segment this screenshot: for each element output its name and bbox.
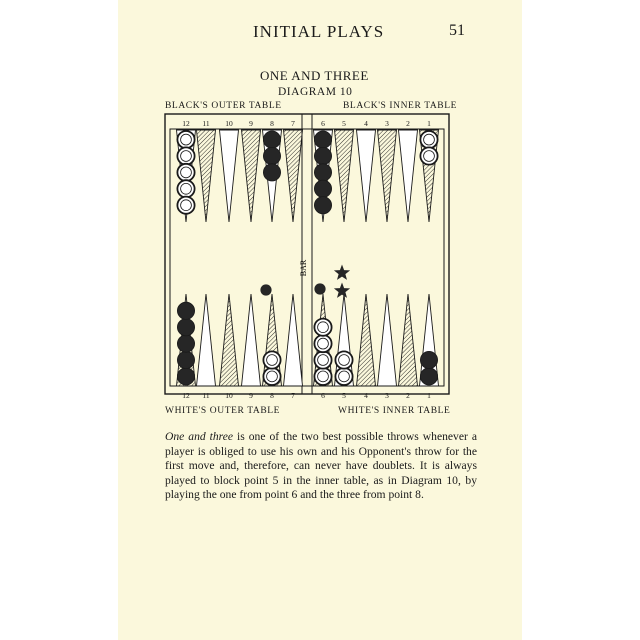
bottom-point-triangle [378,294,397,386]
top-point-triangle [357,130,376,222]
bottom-point-number: 6 [321,391,325,400]
black-checker [314,180,331,197]
black-checker [263,131,280,148]
bottom-point-number: 4 [364,391,368,400]
top-point-triangle [284,130,303,222]
black-checker [177,368,194,385]
black-checker [177,335,194,352]
bottom-point-number: 5 [342,391,346,400]
top-point-number: 3 [385,119,389,128]
board-points [177,130,439,386]
section-title: ONE AND THREE [260,68,369,83]
white-inner-table-label: WHITE'S INNER TABLE [338,406,451,416]
black-checker [177,351,194,368]
bottom-point-number: 12 [182,391,190,400]
top-point-number: 10 [225,119,233,128]
top-point-number: 6 [321,119,325,128]
white-checker [314,351,331,368]
white-checker [177,180,194,197]
top-point-number: 2 [406,119,410,128]
top-point-triangle [220,130,239,222]
white-checker [335,351,352,368]
body-italic-lead: One and three [165,430,234,443]
bottom-point-number: 3 [385,391,389,400]
running-head: INITIAL PLAYS [253,22,385,41]
bottom-point-triangle [399,294,418,386]
diagram-caption: DIAGRAM 10 [278,86,353,98]
black-checker [263,164,280,181]
board-checkers [177,131,437,385]
bottom-point-number: 11 [202,391,210,400]
bottom-point-number: 8 [270,391,274,400]
top-point-triangle [378,130,397,222]
bottom-point-triangle [284,294,303,386]
body-text-rest: is one of the two best possible throws whenever a player is obliged to use his own and his Opponent's throw for the first move and, therefore, can never have doublets. It is always played to block point 5 in the inner table, as in Diagram 10, by playing the one from point 6 and the three from point 8. [165,430,477,502]
top-point-number: 5 [342,119,346,128]
white-checker [177,197,194,214]
top-point-number: 12 [182,119,190,128]
bottom-point-number: 9 [249,391,253,400]
black-checker [420,351,437,368]
body-paragraph [165,430,477,503]
top-point-number: 11 [202,119,210,128]
bottom-point-number: 2 [406,391,410,400]
black-inner-table-label: BLACK'S INNER TABLE [343,101,458,111]
bottom-point-numbers [182,391,431,400]
white-checker [420,147,437,164]
top-point-number: 8 [270,119,274,128]
black-outer-table-label: BLACK'S OUTER TABLE [165,101,282,111]
white-checker [177,164,194,181]
black-checker [263,147,280,164]
bar-label: BAR [299,259,308,277]
black-checker [314,131,331,148]
white-checker [263,368,280,385]
top-point-number: 1 [427,119,431,128]
top-point-triangle [242,130,261,222]
black-checker [314,197,331,214]
move-star-marker [334,265,350,280]
top-point-number: 7 [291,119,295,128]
top-point-number: 4 [364,119,368,128]
black-checker [420,368,437,385]
top-point-triangle [197,130,216,222]
white-checker [177,147,194,164]
move-dot-marker [314,283,325,294]
bottom-point-triangle [220,294,239,386]
black-checker [177,319,194,336]
white-checker [314,319,331,336]
top-point-triangle [399,130,418,222]
white-checker [314,368,331,385]
move-dot-marker [260,284,271,295]
bottom-point-triangle [197,294,216,386]
white-checker [314,335,331,352]
top-point-number: 9 [249,119,253,128]
black-checker [314,147,331,164]
top-point-triangle [335,130,354,222]
white-outer-table-label: WHITE'S OUTER TABLE [165,406,281,416]
bottom-point-number: 7 [291,391,295,400]
white-checker [335,368,352,385]
black-checker [177,302,194,319]
white-checker [420,131,437,148]
top-point-numbers [182,119,431,128]
bottom-point-triangle [242,294,261,386]
black-checker [314,164,331,181]
white-checker [177,131,194,148]
bottom-point-number: 1 [427,391,431,400]
move-star-marker [334,283,350,298]
bottom-point-number: 10 [225,391,233,400]
page-number: 51 [449,22,465,39]
white-checker [263,351,280,368]
bottom-point-triangle [357,294,376,386]
